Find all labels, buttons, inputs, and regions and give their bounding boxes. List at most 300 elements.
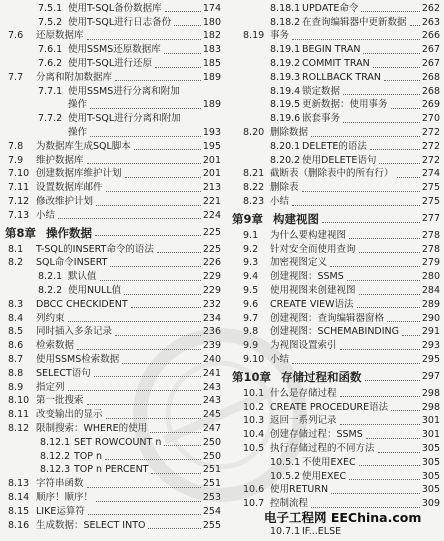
entry-number: 7.7 [8,71,24,83]
entry-title: 列约束 [36,312,65,324]
entry-title: 小结 [270,354,290,366]
toc-entry [230,284,440,298]
toc-entry [4,181,221,195]
toc-entry [230,484,440,498]
entry-title: 使用T-SQL进行分离和附加 [68,113,181,125]
dot-leader [292,363,420,364]
entry-title: 使用T-SQL备份数据库 [68,2,162,14]
entry-title: 使用SSMS进行分离和附加 [68,85,180,97]
page-number: 267 [421,58,440,70]
entry-title: 使用RETURN [270,484,329,496]
toc-entry [230,195,440,209]
dot-leader [88,514,201,515]
dot-leader [397,177,420,178]
chapter-heading [230,209,440,229]
entry-number: 7.6.1 [38,44,63,56]
dot-leader [357,307,420,308]
entry-title: 指定列 [36,381,65,393]
dot-leader [134,149,201,150]
dot-leader [365,380,420,381]
dot-leader [302,191,420,192]
entry-number: 7.13 [8,209,30,221]
page-number: 270 [421,113,440,125]
entry-title: 使用NULL值 [68,285,122,297]
entry-number: 8.19.3 [270,71,301,83]
page-number: 183 [202,44,221,56]
entry-title: BEGIN TRAN [302,44,361,56]
dot-leader [311,507,420,508]
page-number: 251 [202,478,221,490]
entry-title: 使用视图来创建视图 [270,285,356,297]
dot-leader [87,487,201,488]
toc-entry [230,71,440,85]
toc-entry [4,154,221,168]
entry-number: 7.5.2 [38,16,63,28]
entry-title: IF...ELSE [302,525,342,537]
dot-leader [340,349,420,350]
entry-title: ROLLBACK TRAN [302,71,382,83]
toc-entry [4,395,221,409]
entry-number: 7.6.2 [38,58,63,70]
entry-number: 8.23 [243,196,265,208]
entry-title: 修改维护计划 [36,196,94,208]
toc-entry [4,284,221,298]
toc-entry [230,415,440,429]
page-number: 185 [202,58,221,70]
toc-entry [230,2,440,16]
entry-number: 7.8 [8,140,24,152]
page-number: 278 [421,243,440,255]
chapter-number: 第9章 [232,212,264,226]
toc-entry [230,112,440,126]
entry-number: 8.16 [8,519,30,531]
dot-leader [402,335,420,336]
dot-leader [174,25,201,26]
page-number: 193 [202,127,221,139]
toc-entry [230,401,440,415]
toc-entry [4,491,221,505]
dot-leader [391,410,420,411]
entry-number: 8.21 [243,168,265,180]
entry-title: 更新数据：使用事务 [302,99,388,111]
toc-entry [4,339,221,353]
page-number: 189 [202,71,221,83]
entry-number: 10.7.1 [270,525,301,537]
chapter-title: 构建视图 [273,212,320,226]
entry-title: CREATE VIEW语法 [270,298,354,310]
dot-leader [87,404,201,405]
page-number: 236 [202,326,221,338]
entry-number: 8.3 [8,298,24,310]
chapter-number: 第8章 [5,225,37,240]
entry-number: 10.5.2 [270,470,301,482]
dot-leader [150,432,201,433]
dot-leader [164,53,201,54]
toc-entry [4,505,221,519]
toc-entry [230,99,440,113]
entry-number: 10.6 [243,484,265,496]
dot-leader [378,452,420,453]
entry-number: 8.18.1 [270,2,301,14]
toc-column-right [230,0,440,541]
toc-entry [4,195,221,209]
entry-number: 8.14 [8,492,30,504]
entry-title: 事务 [270,30,290,42]
entry-number: 10.2 [243,401,265,413]
entry-title: 删除数据 [270,127,309,139]
entry-title: DBCC CHECKIDENT [36,298,128,310]
toc-entry [230,168,440,182]
page-number: 241 [202,367,221,379]
entry-number: 10.5.1 [270,456,301,468]
entry-number: 8.19.5 [270,99,301,111]
dot-leader [391,108,420,109]
dot-leader [340,396,420,397]
dot-leader [410,25,420,26]
dot-leader [100,280,201,281]
entry-number: 7.10 [8,168,30,180]
toc-entry [4,71,221,85]
entry-number: 8.10 [8,395,30,407]
toc-entry [4,381,221,395]
toc-entry [4,464,221,478]
entry-number: 8.5 [8,326,24,338]
dot-leader [359,294,420,295]
dot-leader [384,80,420,81]
page-number: 290 [421,312,440,324]
entry-number: 9.3 [243,257,259,269]
page-number: 243 [202,395,221,407]
entry-title: 针对安全而使用查询 [270,243,356,255]
page-number: 279 [421,257,440,269]
page-number: 272 [421,154,440,166]
page-number: 224 [202,209,221,221]
entry-title: 创建视图：SSMS [270,271,344,283]
dot-leader [94,376,201,377]
page-number: 255 [202,519,221,531]
entry-title: 执行存储过程的不同方法 [270,443,375,455]
chapter-heading [230,367,440,387]
entry-title: 截断表（删除表中的所有行） [270,168,394,180]
dot-leader [115,335,201,336]
page-number: 284 [421,285,440,297]
toc-entry [230,181,440,195]
page-number: 301 [421,415,440,427]
entry-title: 同时插入多条记录 [36,326,113,338]
entry-number: 10.4 [243,429,265,441]
entry-title: 顺序！顺序！ [36,492,94,504]
page-number: 263 [421,16,440,28]
entry-number: 7.7.1 [38,85,63,97]
entry-number: 9.10 [243,354,265,366]
entry-number: 7.6 [8,30,24,42]
entry-number: 8.4 [8,312,24,324]
toc-entry [4,57,221,71]
toc-entry [230,243,440,257]
toc-entry [230,229,440,243]
entry-title: 操作 [68,99,88,111]
entry-title: 生成数据：SELECT INTO [36,519,146,531]
entry-title: 第一批搜索 [36,395,84,407]
toc-entry [4,243,221,257]
dot-leader [366,438,420,439]
entry-title: SET ROWCOUNT n [74,436,162,448]
entry-title: DELETE的语法 [302,140,367,152]
entry-number: 8.7 [8,354,24,366]
page-number: 240 [202,354,221,366]
entry-number: 8.18.2 [270,16,301,28]
page-number: 293 [421,340,440,352]
page-number: 234 [202,312,221,324]
chapter-title: 存储过程和函数 [281,370,362,384]
page-number: 291 [421,326,440,338]
dot-leader [165,11,201,12]
entry-title: SELECT语句 [36,367,91,379]
page-number: 226 [202,257,221,269]
page-number: 213 [202,182,221,194]
entry-number: 8.19.2 [270,58,301,70]
page-number: 225 [202,243,221,255]
dot-leader [363,53,419,54]
page-number: 266 [421,30,440,42]
toc-entry [230,257,440,271]
dot-leader [343,122,420,123]
toc-entry [4,298,221,312]
toc-entry [230,154,440,168]
chapter-number: 第10章 [232,370,272,384]
dot-leader [370,149,420,150]
entry-number: 9.6 [243,298,259,310]
page-number: 275 [421,196,440,208]
entry-number: 8.19.1 [270,44,301,56]
page-number: 267 [421,44,440,56]
toc-entry [4,408,221,422]
dot-leader [347,280,420,281]
entry-title: 在查询编辑器中更新数据 [302,16,407,28]
entry-title: 创建视图：SCHEMABINDING [270,326,400,338]
page-number: 195 [202,140,221,152]
page-number: 182 [202,30,221,42]
entry-number: 8.9 [8,381,24,393]
dot-leader [68,321,201,322]
entry-title: T-SQL的INSERT命令的语法 [36,243,154,255]
entry-title: 使用DELETE语句 [302,154,377,166]
toc-entry [4,257,221,271]
dot-leader [379,163,419,164]
page-number: 251 [202,464,221,476]
toc-entry [4,85,221,99]
page-number: 201 [202,154,221,166]
entry-number: 8.12 [8,423,30,435]
toc-entry [230,16,440,30]
entry-number: 8.20.1 [270,140,301,152]
toc-entry [230,43,440,57]
dot-leader [77,349,201,350]
entry-title: 分离和附加数据库 [36,71,113,83]
toc-entry [230,470,440,484]
page-number: 297 [421,371,440,382]
toc-entry [4,16,221,30]
page-number: 298 [421,401,440,413]
page-number: 274 [421,168,440,180]
page-number: 174 [202,2,221,14]
entry-number: 9.2 [243,243,259,255]
entry-title: 为什么要构建视图 [270,229,347,241]
entry-title: 小结 [36,209,56,221]
page-number: 305 [421,443,440,455]
dot-leader [90,136,201,137]
entry-number: 8.2.2 [38,285,63,297]
site-watermark: 电子工程网 EEChina.com [264,510,422,525]
toc-entry [230,270,440,284]
page-number: 262 [421,2,440,14]
entry-title: 检索数据 [36,340,75,352]
dot-leader [164,445,201,446]
dot-leader [122,363,201,364]
entry-title: 设置数据库邮件 [36,182,103,194]
dot-leader [87,39,201,40]
entry-number: 8.1 [8,243,24,255]
toc-entry [230,326,440,340]
toc-entry [230,30,440,44]
page-number: 280 [421,271,440,283]
dot-leader [349,479,420,480]
entry-title: 为数据库生成SQL脚本 [36,140,131,152]
entry-number: 8.11 [8,409,30,421]
entry-title: 删除表 [270,182,299,194]
page-number: 272 [421,140,440,152]
entry-number: 8.12.3 [40,464,71,476]
toc-entry [4,43,221,57]
toc-entry-continuation [4,99,221,113]
page-number: 269 [421,99,440,111]
dot-leader [330,266,420,267]
toc-entry [230,428,440,442]
page-number: 247 [202,423,221,435]
entry-number: 8.15 [8,505,30,517]
page-number: 305 [421,484,440,496]
dot-leader [387,321,420,322]
dot-leader [343,94,420,95]
toc-entry [4,312,221,326]
dot-leader [155,67,201,68]
toc-entry [4,209,221,223]
page-number: 189 [202,99,221,111]
entry-number: 7.9 [8,154,24,166]
entry-number: 8.19 [243,30,265,42]
toc-entry [230,140,440,154]
entry-number: 8.12.1 [40,436,71,448]
page-number: 229 [202,285,221,297]
entry-number: 8.19.6 [270,113,301,125]
entry-title: 操作 [68,127,88,139]
entry-number: 10.7 [243,498,265,510]
entry-number: 10.3 [243,415,265,427]
dot-leader [361,11,419,12]
toc-entry [230,353,440,367]
entry-title: 为视图设置索引 [270,340,337,352]
page-number: 243 [202,381,221,393]
page-number: 268 [421,71,440,83]
page-number: 275 [421,182,440,194]
toc-column-left [4,0,221,541]
toc-entry [4,422,221,436]
dot-leader [124,294,201,295]
entry-number: 10.5 [243,443,265,455]
dot-leader [106,418,201,419]
entry-title: 改变输出的显示 [36,409,103,421]
entry-number: 7.11 [8,182,30,194]
page-number: 239 [202,340,221,352]
entry-title: 小结 [270,196,290,208]
page-number: 272 [421,127,440,139]
entry-number: 8.20.2 [270,154,301,166]
toc-entry-continuation [4,126,221,140]
entry-number: 9.8 [243,326,259,338]
chapter-heading [4,223,221,243]
toc-entry [230,312,440,326]
dot-leader [359,465,420,466]
page-number: 277 [421,213,440,224]
toc-entry [4,450,221,464]
toc-entry [230,57,440,71]
entry-title: 限制搜索：WHERE的使用 [36,423,148,435]
dot-leader [106,191,201,192]
entry-title: 使用EXEC [302,470,347,482]
dot-leader [292,205,420,206]
chapter-title: 操作数据 [46,225,93,240]
toc-entry [4,140,221,154]
page-number: 289 [421,298,440,310]
entry-title: 加密视图定义 [270,257,328,269]
dot-leader [373,67,420,68]
entry-title: 使用T-SQL进行日志备份 [68,16,172,28]
toc-entry [230,456,440,470]
toc-entry [4,112,221,126]
entry-title: 使用T-SQL进行还原 [68,58,153,70]
entry-title: 创建数据库维护计划 [36,168,122,180]
entry-title: UPDATE命令 [302,2,359,14]
entry-title: 不使用EXEC [302,456,356,468]
dot-leader [68,390,201,391]
page-number: 268 [421,85,440,97]
page-number: 254 [202,505,221,517]
page-number: 225 [202,226,221,238]
dot-leader [148,528,200,529]
entry-number: 9.1 [243,229,259,241]
toc-entry [4,270,221,284]
entry-number: 9.7 [243,312,259,324]
entry-title: TOP n [74,450,103,462]
entry-number: 7.7.2 [38,113,63,125]
page-number: 309 [421,498,440,510]
page-number: 253 [202,492,221,504]
dot-leader [96,501,201,502]
toc-entry [4,30,221,44]
dot-leader [292,39,420,40]
entry-number: 7.12 [8,196,30,208]
toc-entry [230,525,440,539]
page-number: 278 [421,229,440,241]
page-number: 250 [202,450,221,462]
toc-entry [4,436,221,450]
page-number: 250 [202,436,221,448]
dot-leader [105,459,201,460]
toc-entry [230,339,440,353]
entry-title: LIKE运算符 [36,505,85,517]
dot-leader [349,238,420,239]
page-number: 245 [202,409,221,421]
